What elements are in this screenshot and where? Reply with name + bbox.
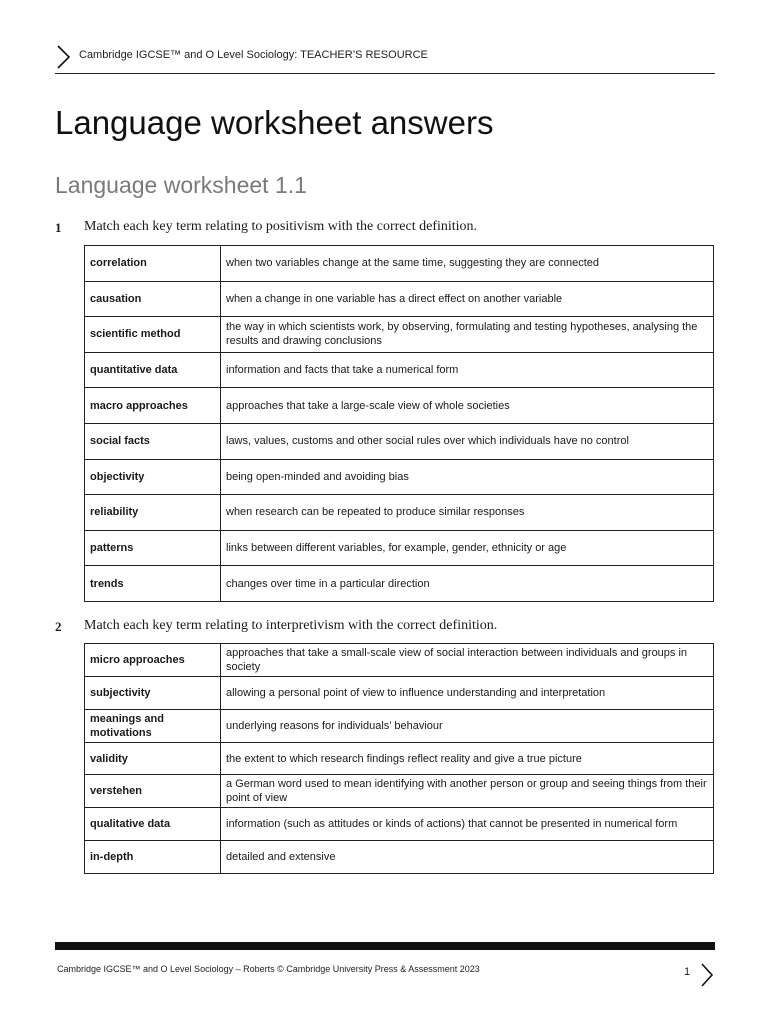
header-text: Cambridge IGCSE™ and O Level Sociology: TEACHER’S RESOURCE	[79, 49, 428, 61]
definition-cell: allowing a personal point of view to influence understanding and interpretation	[221, 677, 714, 710]
term-cell: social facts	[85, 423, 221, 459]
definition-cell: links between different variables, for example, gender, ethnicity or age	[221, 530, 714, 566]
term-cell: scientific method	[85, 317, 221, 353]
table-row	[85, 742, 714, 775]
term-cell: meanings and motivations	[85, 709, 221, 742]
table-row	[85, 709, 714, 742]
definition-cell: being open-minded and avoiding bias	[221, 459, 714, 495]
section-subtitle: Language worksheet 1.1	[55, 172, 307, 198]
definition-cell: underlying reasons for individuals’ behaviour	[221, 709, 714, 742]
table-row	[85, 459, 714, 495]
table-row	[85, 317, 714, 353]
positivism-terms-table	[84, 245, 714, 602]
table-row	[85, 246, 714, 282]
term-cell: correlation	[85, 246, 221, 282]
question-2-number: 2	[55, 619, 62, 634]
definition-cell: when research can be repeated to produce similar responses	[221, 495, 714, 531]
question-1-text: Match each key term relating to positivism with the correct definition.	[84, 219, 478, 234]
table-row	[85, 677, 714, 710]
term-cell: causation	[85, 281, 221, 317]
term-cell: reliability	[85, 495, 221, 531]
table-row	[85, 423, 714, 459]
definition-cell: the extent to which research findings reflect reality and give a true picture	[221, 742, 714, 775]
table-row	[85, 388, 714, 424]
definition-cell: the way in which scientists work, by observing, formulating and testing hypotheses, analysing the results and drawing conclusions	[221, 317, 714, 353]
term-cell: in-depth	[85, 841, 221, 874]
table-row	[85, 281, 714, 317]
definition-cell: laws, values, customs and other social rules over which individuals have no control	[221, 423, 714, 459]
definition-cell: when two variables change at the same time, suggesting they are connected	[221, 246, 714, 282]
term-cell: verstehen	[85, 775, 221, 808]
table-row	[85, 775, 714, 808]
page-title: Language worksheet answers	[55, 104, 494, 141]
term-cell: quantitative data	[85, 352, 221, 388]
definition-cell: a German word used to mean identifying with another person or group and seeing things from their point of view	[221, 775, 714, 808]
footer-rule	[55, 942, 715, 950]
term-cell: validity	[85, 742, 221, 775]
definition-cell: when a change in one variable has a direct effect on another variable	[221, 281, 714, 317]
table-row	[85, 644, 714, 677]
chevron-right-icon	[55, 45, 71, 69]
running-header	[55, 45, 715, 74]
term-cell: subjectivity	[85, 677, 221, 710]
term-cell: patterns	[85, 530, 221, 566]
definition-cell: information (such as attitudes or kinds of actions) that cannot be presented in numerical form	[221, 808, 714, 841]
definition-cell: detailed and extensive	[221, 841, 714, 874]
interpretivism-terms-table	[84, 643, 714, 874]
term-cell: qualitative data	[85, 808, 221, 841]
definition-cell: approaches that take a large-scale view of whole societies	[221, 388, 714, 424]
definition-cell: approaches that take a small-scale view of social interaction between individuals and groups in society	[221, 644, 714, 677]
question-2-text: Match each key term relating to interpretivism with the correct definition.	[84, 618, 498, 633]
table-row	[85, 530, 714, 566]
next-page-chevron-icon	[700, 963, 714, 987]
table-row	[85, 841, 714, 874]
definition-cell: changes over time in a particular direction	[221, 566, 714, 602]
question-1-number: 1	[55, 220, 62, 235]
term-cell: trends	[85, 566, 221, 602]
page-number: 1	[684, 966, 691, 978]
term-cell: macro approaches	[85, 388, 221, 424]
table-row	[85, 352, 714, 388]
table-row	[85, 808, 714, 841]
term-cell: micro approaches	[85, 644, 221, 677]
table-row	[85, 495, 714, 531]
definition-cell: information and facts that take a numerical form	[221, 352, 714, 388]
table-row	[85, 566, 714, 602]
footer-copyright: Cambridge IGCSE™ and O Level Sociology – Roberts © Cambridge University Press & Assessment 2023	[57, 964, 480, 974]
term-cell: objectivity	[85, 459, 221, 495]
